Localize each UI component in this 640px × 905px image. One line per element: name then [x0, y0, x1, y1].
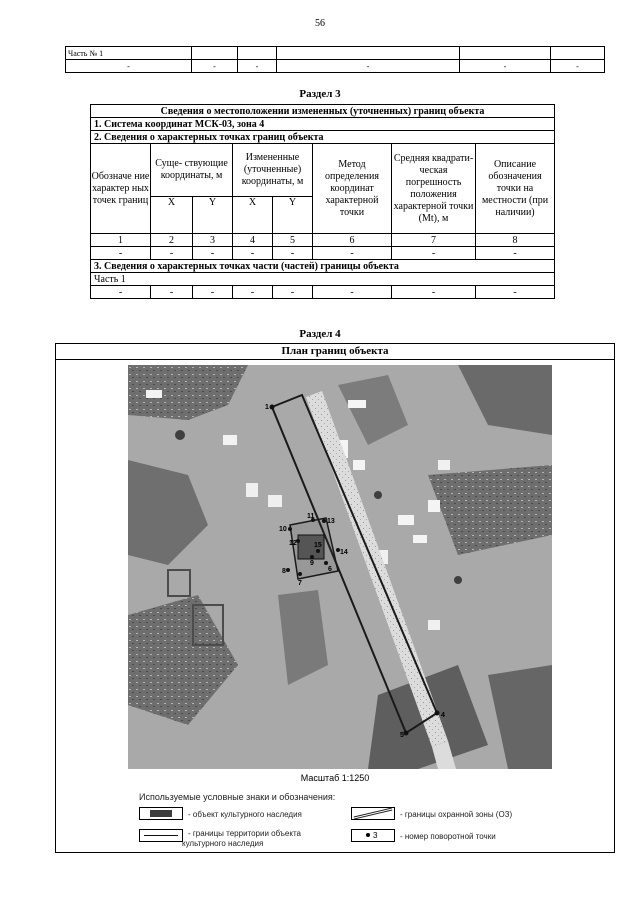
part-label: Часть № 1: [66, 47, 192, 60]
point-label: 10: [279, 526, 287, 533]
col-designation: Обозначе ние характер ных точек границ: [91, 144, 151, 234]
column-number: 5: [273, 234, 313, 247]
boundary-plan-map: [128, 365, 552, 769]
point-label: 5: [400, 732, 404, 739]
point-label: 1: [265, 404, 269, 411]
parts-title: 3. Сведения о характерных точках части (частей) границы объекта: [91, 260, 555, 273]
plan-title: План границ объекта: [56, 344, 614, 360]
table-cell: -: [193, 286, 233, 299]
turn-point-8: [286, 568, 290, 572]
point-label: 6: [328, 566, 332, 573]
col-x-changed: X: [233, 197, 273, 234]
turn-point-10: [288, 527, 292, 531]
turn-point-marker-icon: [366, 833, 370, 837]
col-description: Описание обозначения точки на местности (при наличии): [476, 144, 555, 234]
table-cell: -: [91, 247, 151, 260]
legend-protection-zone-label: - границы охранной зоны (ОЗ): [400, 810, 513, 819]
section3-heading: Раздел 3: [299, 88, 341, 100]
table-cell: -: [273, 286, 313, 299]
turn-point-1: [270, 405, 275, 410]
point-label: 7: [298, 580, 302, 587]
legend-turn-point-label: - номер поворотной точки: [400, 832, 496, 841]
col-x-existing: X: [151, 197, 193, 234]
plan-frame: [55, 343, 615, 853]
col-existing: Суще- ствующие координаты, м: [151, 144, 233, 197]
table-cell: -: [233, 286, 273, 299]
turn-point-4: [435, 711, 440, 716]
table-cell: -: [476, 247, 555, 260]
points-title: 2. Сведения о характерных точках границ объекта: [91, 131, 555, 144]
point-label: 13: [327, 518, 335, 525]
legend-heritage-object-swatch: [139, 807, 183, 820]
point-label: 8: [282, 568, 286, 575]
page-number: 56: [315, 18, 325, 29]
part-label: Часть 1: [91, 273, 555, 286]
col-method: Метод определения координат характерной точки: [313, 144, 392, 234]
column-number: 1: [91, 234, 151, 247]
legend-heritage-object-label: - объект культурного наследия: [188, 810, 302, 819]
table-cell: -: [460, 60, 551, 73]
table-cell: -: [273, 247, 313, 260]
turn-point-9: [310, 555, 314, 559]
column-number: 8: [476, 234, 555, 247]
point-label: 9: [310, 560, 314, 567]
point-label: 15: [314, 542, 322, 549]
turn-point-5: [404, 731, 409, 736]
point-label: 11: [307, 513, 315, 520]
legend-turn-point-sample: 3: [373, 831, 378, 840]
table-cell: -: [476, 286, 555, 299]
table-cell: -: [313, 286, 392, 299]
turn-point-13: [322, 519, 326, 523]
table-cell: -: [392, 247, 476, 260]
table-cell: -: [277, 60, 460, 73]
col-y-changed: Y: [273, 197, 313, 234]
section3-title: Сведения о местоположении измененных (уточненных) границ объекта: [91, 105, 555, 118]
table-cell: -: [238, 60, 277, 73]
column-number: 7: [392, 234, 476, 247]
col-error: Средняя квадрати- ческая погрешность положения характерной точки (Mt), м: [392, 144, 476, 234]
turn-point-7: [298, 572, 302, 576]
table-cell: -: [66, 60, 192, 73]
table-cell: -: [551, 60, 605, 73]
legend-protection-zone-swatch: [351, 807, 395, 820]
table-cell: -: [151, 247, 193, 260]
section3-table: [90, 104, 555, 299]
column-number: 2: [151, 234, 193, 247]
table-cell: -: [313, 247, 392, 260]
column-number: 6: [313, 234, 392, 247]
table-cell: -: [193, 247, 233, 260]
section4-heading: Раздел 4: [299, 328, 341, 340]
turn-point-6: [324, 561, 328, 565]
part-table: [65, 46, 605, 73]
col-changed: Измененные (уточненные) координаты, м: [233, 144, 313, 197]
table-cell: -: [392, 286, 476, 299]
point-label: 4: [441, 712, 445, 719]
table-cell: -: [192, 60, 238, 73]
table-cell: -: [151, 286, 193, 299]
map-scale: Масштаб 1:1250: [300, 773, 370, 783]
column-number: 4: [233, 234, 273, 247]
table-cell: -: [233, 247, 273, 260]
legend-territory-swatch: [139, 829, 183, 842]
table-cell: -: [91, 286, 151, 299]
point-label: 14: [340, 549, 348, 556]
turn-point-15: [316, 549, 320, 553]
legend-territory-label-2: культурного наследия: [182, 839, 264, 848]
coord-system: 1. Система координат МСК-03, зона 4: [91, 118, 555, 131]
point-label: 12: [289, 540, 297, 547]
legend-title: Используемые условные знаки и обозначения:: [139, 792, 336, 802]
column-number: 3: [193, 234, 233, 247]
legend-territory-label-1: - границы территории объекта: [188, 829, 301, 838]
legend-turn-point-swatch: [351, 829, 395, 842]
col-y-existing: Y: [193, 197, 233, 234]
